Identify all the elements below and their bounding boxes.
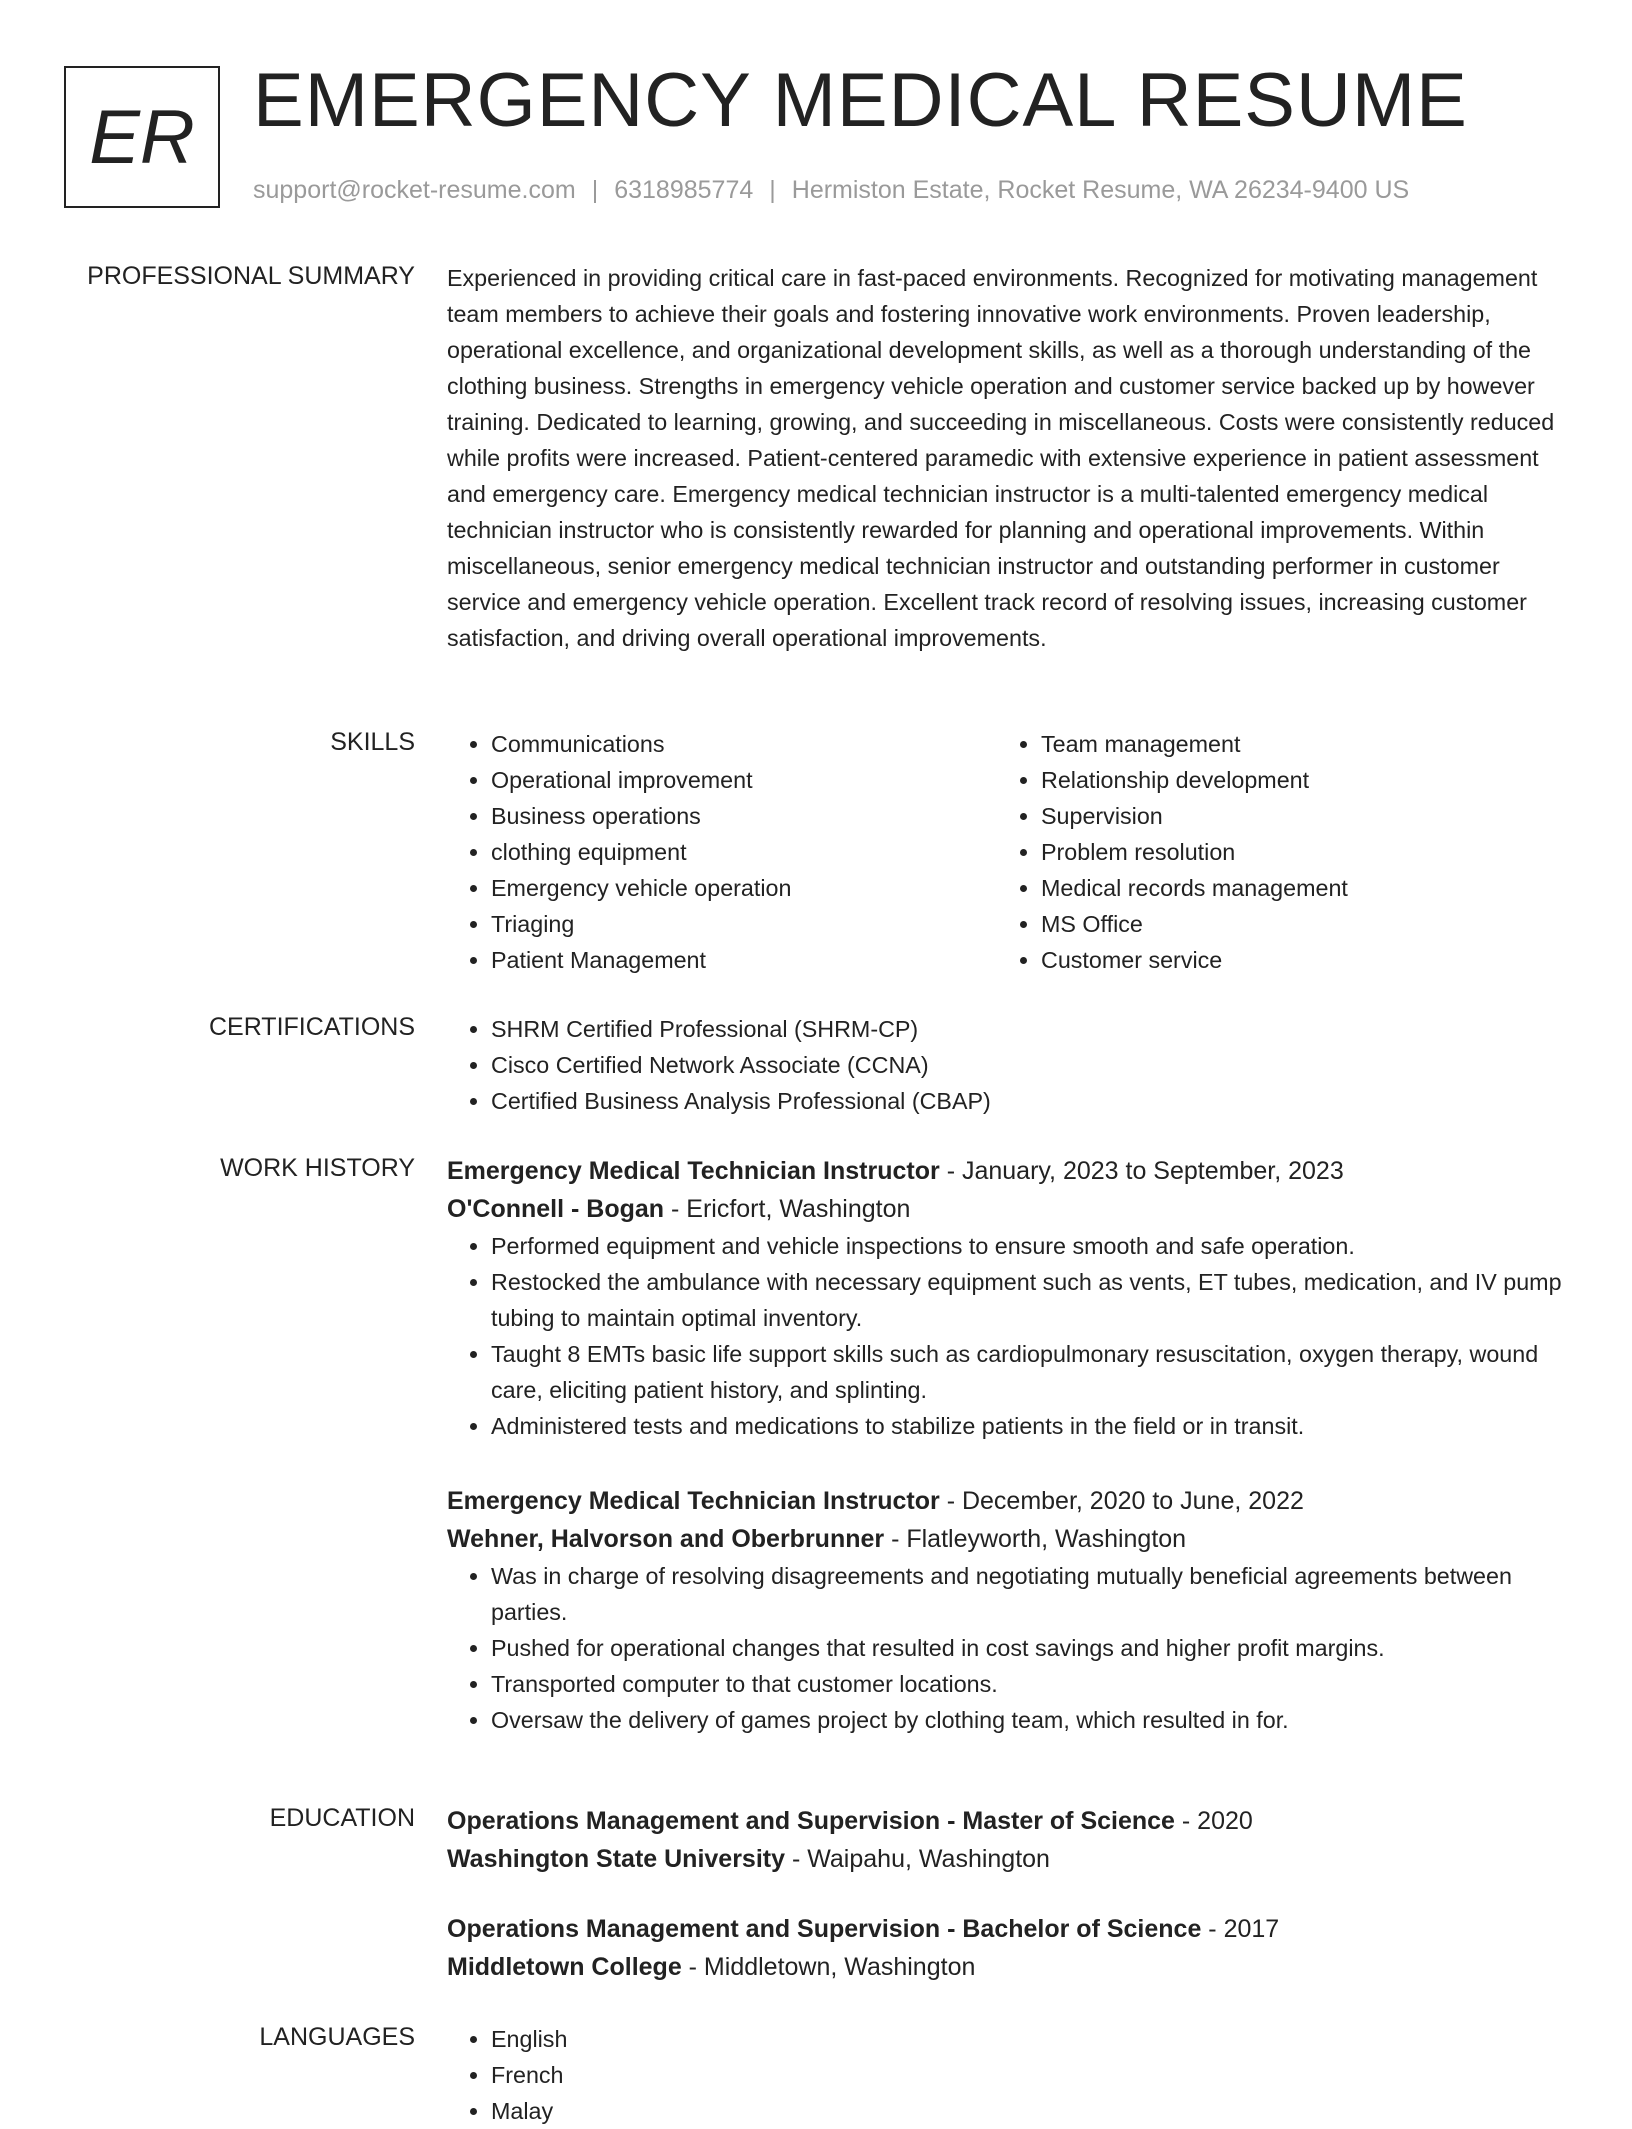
job-company-line bbox=[447, 1190, 1567, 1228]
job-bullet: • Administered tests and medications to stabilize patients in the field or in transit. bbox=[491, 1408, 1567, 1444]
skill-item: • MS Office bbox=[1041, 906, 1547, 942]
skill-item: • Triaging bbox=[491, 906, 997, 942]
education-location: - Middletown, Washington bbox=[681, 1953, 976, 1981]
skill-item: • Operational improvement bbox=[491, 762, 997, 798]
job-dates: - December, 2020 to June, 2022 bbox=[939, 1487, 1304, 1515]
section-title-skills: SKILLS bbox=[330, 728, 415, 756]
contact-separator: | bbox=[591, 176, 599, 204]
languages-body bbox=[447, 2021, 1567, 2129]
job-dates: - January, 2023 to September, 2023 bbox=[939, 1157, 1344, 1185]
contact-separator: | bbox=[769, 176, 776, 204]
job-bullet: • Oversaw the delivery of games project by clothing team, which resulted in for. bbox=[491, 1702, 1567, 1738]
skills-body bbox=[447, 726, 1567, 978]
skill-item: • Patient Management bbox=[491, 942, 997, 978]
education-degree-line bbox=[447, 1802, 1567, 1840]
education-school-line bbox=[447, 1840, 1567, 1878]
language-item: • Malay bbox=[491, 2093, 1567, 2129]
job-bullet: • Pushed for operational changes that resulted in cost savings and higher profit margins. bbox=[491, 1630, 1567, 1666]
language-item: • English bbox=[491, 2021, 1567, 2057]
job-bullet: • Transported computer to that customer locations. bbox=[491, 1666, 1567, 1702]
job-bullet: • Restocked the ambulance with necessary equipment such as vents, ET tubes, medication, and IV pump tubing to maintain optimal inventory. bbox=[491, 1264, 1567, 1336]
education-school-line bbox=[447, 1948, 1567, 1986]
job-title-line bbox=[447, 1482, 1567, 1520]
section-title-certifications: CERTIFICATIONS bbox=[208, 1013, 415, 1041]
job-company: O'Connell - Bogan bbox=[447, 1195, 665, 1223]
job-role: Emergency Medical Technician Instructor bbox=[447, 1157, 940, 1185]
job-entry bbox=[447, 1152, 1567, 1444]
education-year: - 2017 bbox=[1201, 1915, 1280, 1943]
language-item: • French bbox=[491, 2057, 1567, 2093]
job-bullet: • Performed equipment and vehicle inspections to ensure smooth and safe operation. bbox=[491, 1228, 1567, 1264]
education-body bbox=[447, 1802, 1567, 1986]
monogram-logo: ER bbox=[64, 66, 220, 208]
certifications-body bbox=[447, 1011, 1567, 1119]
work-history-body bbox=[447, 1152, 1567, 1738]
job-title-line bbox=[447, 1152, 1567, 1190]
job-location: - Flatleyworth, Washington bbox=[884, 1525, 1187, 1553]
job-company-line bbox=[447, 1520, 1567, 1558]
skill-item: • Emergency vehicle operation bbox=[491, 870, 997, 906]
contact-line bbox=[253, 174, 1409, 206]
summary-text: Experienced in providing critical care in fast-paced environments. Recognized for motivating management team members to achieve their goals and fostering innovative work environments. Proven leadership, operational excellence, and organizational development skills, as well as a thorough understanding of the clothing business. Strengths in emergency vehicle operation and customer service backed up by however training. Dedicated to learning, growing, and succeeding in miscellaneous. Costs were consistently reduced while profits were increased. Patient-centered paramedic with extensive experience in patient assessment and emergency care. Emergency medical technician instructor is a multi-talented emergency medical technician instructor who is consistently rewarded for planning and operational improvements. Within miscellaneous, senior emergency medical technician instructor and outstanding performer in customer service and emergency vehicle operation. Excellent track record of resolving issues, increasing customer satisfaction, and driving overall operational improvements. bbox=[447, 265, 1555, 651]
section-title-languages: LANGUAGES bbox=[259, 2023, 415, 2051]
education-degree: Operations Management and Supervision - Master of Science bbox=[447, 1807, 1175, 1835]
education-location: - Waipahu, Washington bbox=[785, 1845, 1050, 1873]
section-title-education: EDUCATION bbox=[269, 1804, 415, 1832]
skill-item: • Team management bbox=[1041, 726, 1547, 762]
skill-item: • Problem resolution bbox=[1041, 834, 1547, 870]
education-degree: Operations Management and Supervision - Bachelor of Science bbox=[447, 1915, 1202, 1943]
certification-item: • Cisco Certified Network Associate (CCNA) bbox=[491, 1047, 1567, 1083]
job-bullet: • Taught 8 EMTs basic life support skills such as cardiopulmonary resuscitation, oxygen therapy, wound care, eliciting patient history, and splinting. bbox=[491, 1336, 1567, 1408]
job-company: Wehner, Halvorson and Oberbrunner bbox=[447, 1525, 885, 1553]
skills-column-right bbox=[997, 726, 1547, 978]
skill-item: • Supervision bbox=[1041, 798, 1547, 834]
skill-item: • clothing equipment bbox=[491, 834, 997, 870]
job-location: - Ericfort, Washington bbox=[664, 1195, 911, 1223]
education-school: Washington State University bbox=[447, 1845, 786, 1873]
certification-item: • SHRM Certified Professional (SHRM-CP) bbox=[491, 1011, 1567, 1047]
certification-item: • Certified Business Analysis Professional (CBAP) bbox=[491, 1083, 1567, 1119]
skills-column-left bbox=[447, 726, 997, 978]
section-title-summary: PROFESSIONAL SUMMARY bbox=[87, 262, 415, 290]
summary-body bbox=[447, 260, 1567, 656]
contact-phone: 6318985774 bbox=[614, 176, 754, 204]
job-bullet-list bbox=[447, 1228, 1567, 1444]
skill-item: • Customer service bbox=[1041, 942, 1547, 978]
job-bullet: • Was in charge of resolving disagreements and negotiating mutually beneficial agreements between parties. bbox=[491, 1558, 1567, 1630]
resume-title: EMERGENCY MEDICAL RESUME bbox=[253, 58, 1468, 143]
skill-item: • Communications bbox=[491, 726, 997, 762]
job-entry bbox=[447, 1482, 1567, 1738]
education-school: Middletown College bbox=[447, 1953, 682, 1981]
job-bullet-list bbox=[447, 1558, 1567, 1738]
education-entry bbox=[447, 1910, 1567, 1986]
contact-email: support@rocket-resume.com bbox=[253, 176, 576, 204]
education-year: - 2020 bbox=[1174, 1807, 1253, 1835]
skill-item: • Medical records management bbox=[1041, 870, 1547, 906]
contact-address: Hermiston Estate, Rocket Resume, WA 26234-9400 US bbox=[791, 176, 1410, 204]
education-degree-line bbox=[447, 1910, 1567, 1948]
education-entry bbox=[447, 1802, 1567, 1878]
skill-item: • Business operations bbox=[491, 798, 997, 834]
section-title-work-history: WORK HISTORY bbox=[220, 1154, 415, 1182]
job-role: Emergency Medical Technician Instructor bbox=[447, 1487, 940, 1515]
skill-item: • Relationship development bbox=[1041, 762, 1547, 798]
